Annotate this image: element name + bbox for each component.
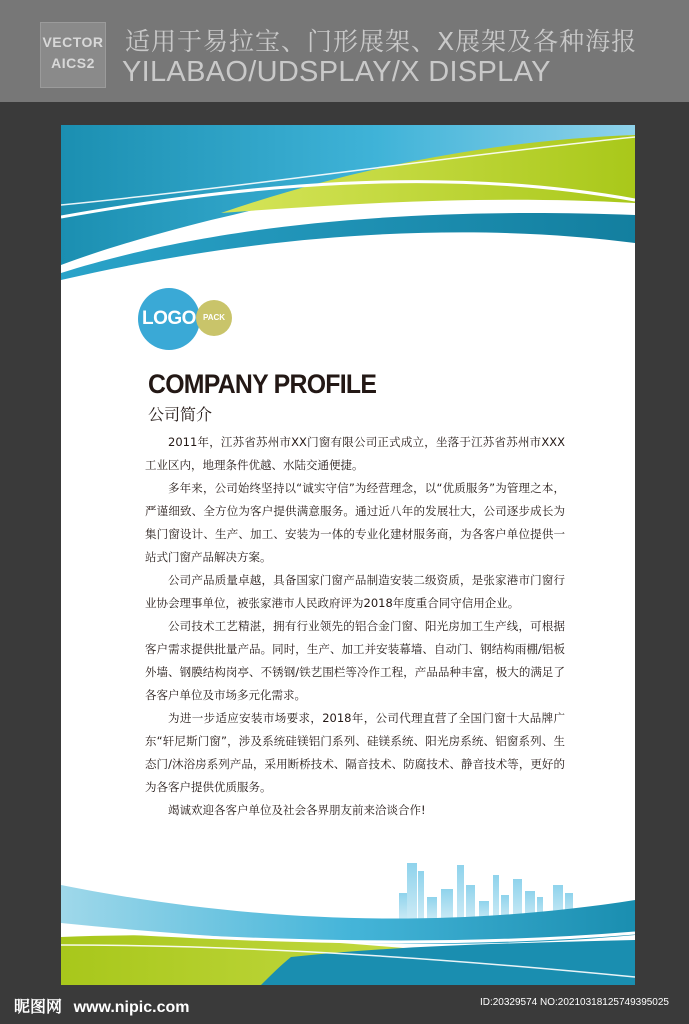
title-company-profile-cn: 公司简介	[148, 405, 213, 424]
footer-site-link[interactable]: www.nipic.com	[73, 999, 190, 1016]
poster	[61, 125, 635, 985]
badge-line1: VECTOR	[42, 34, 104, 50]
top-banner	[0, 0, 689, 102]
profile-body	[145, 431, 565, 822]
footer-id: ID:20329574 NO:20210318125749395025	[479, 997, 669, 1008]
logo-circle: LOGO	[138, 288, 200, 350]
paragraph-6: 竭诚欢迎各客户单位及社会各界朋友前来洽谈合作!	[168, 803, 426, 817]
title-company-profile: COMPANY PROFILE	[148, 369, 377, 399]
header-title-en: YILABAO/UDSPLAY/X DISPLAY	[122, 56, 551, 88]
logo-pack-circle: PACK	[196, 300, 232, 336]
bottom-wave-graphic	[61, 845, 635, 985]
paragraph-5: 为进一步适应安装市场要求，2018年，公司代理直营了全国门窗十大品牌广东“轩尼斯门窗”，涉及系统硅镁铝门系列、硅镁系统、阳光房系统、铝窗系列、生态门/沐浴房系列产品，采用断桥技术、隔音技术、防腐技术、静音技术等，更好的为各客户提供优质服务。	[145, 711, 565, 794]
top-wave-graphic	[61, 125, 635, 285]
footer-brand	[14, 994, 189, 1017]
paragraph-2: 多年来，公司始终坚持以“诚实守信”为经营理念，以“优质服务”为管理之本，严谨细致、全方位为客户提供满意服务。通过近八年的发展壮大，公司逐步成长为集门窗设计、生产、加工、安装为一体的专业化建材服务商，为各客户单位提供一站式门窗产品解决方案。	[145, 481, 565, 564]
paragraph-1: 2011年，江苏省苏州市XX门窗有限公司正式成立，坐落于江苏省苏州市XXX工业区内，地理条件优越、水陆交通便捷。	[145, 435, 565, 472]
vector-badge	[40, 22, 106, 88]
header-title-cn: 适用于易拉宝、门形展架、X展架及各种海报	[125, 27, 638, 56]
paragraph-3: 公司产品质量卓越，具备国家门窗产品制造安装二级资质，是张家港市门窗行业协会理事单位，被张家港市人民政府评为2018年度重合同守信用企业。	[145, 573, 565, 610]
footer-brand-name: 昵图网	[14, 997, 63, 1016]
badge-line2: AICS2	[51, 55, 95, 71]
paragraph-4: 公司技术工艺精湛，拥有行业领先的铝合金门窗、阳光房加工生产线，可根据客户需求提供批量产品。同时，生产、加工并安装幕墙、自动门、钢结构雨棚/铝板外墙、钢膜结构岗亭、不锈钢/铁艺围栏等冷作工程，产品品种丰富，极大的满足了各客户单位及市场多元化需求。	[145, 619, 565, 702]
